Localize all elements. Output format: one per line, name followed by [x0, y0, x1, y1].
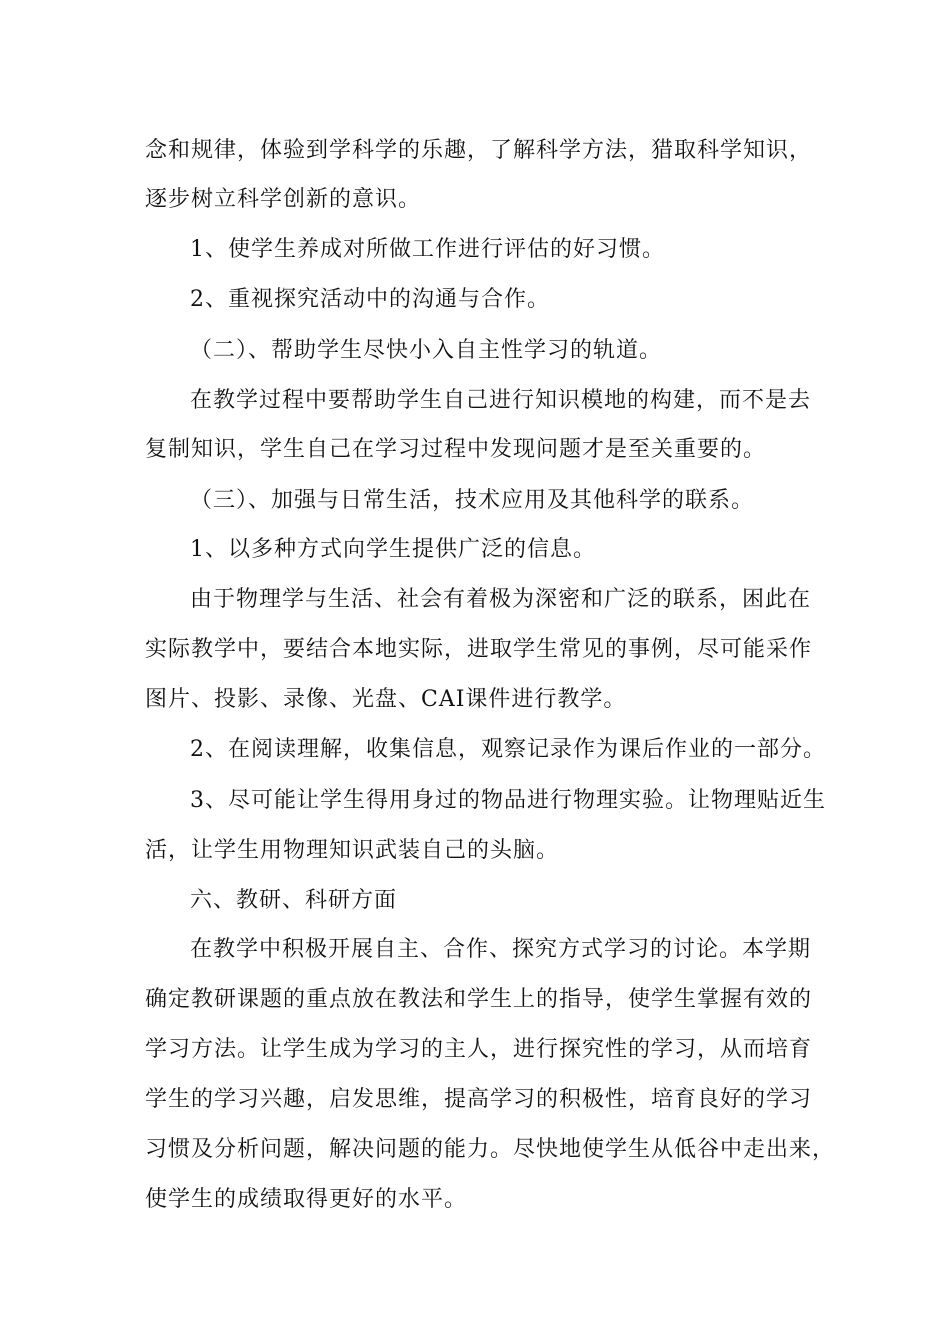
- text-line: 使学生的成绩取得更好的水平。: [145, 1187, 468, 1212]
- text-line: 活，让学生用物理知识武装自己的头脑。: [145, 838, 560, 863]
- text-line: 由于物理学与生活、社会有着极为深密和广泛的联系，困此在: [190, 587, 812, 612]
- text-line: 3、尽可能让学生得用身过的物品进行物理实验。让物理贴近生: [190, 788, 826, 813]
- text-line: 在教学中积极开展自主、合作、探究方式学习的讨论。本学期: [190, 937, 812, 962]
- text-line: 1、使学生养成对所做工作进行评估的好习惯。: [190, 237, 665, 262]
- text-line: 实际教学中，要结合本地实际，进取学生常见的事例，尽可能采作: [145, 637, 813, 662]
- section-heading: 六、教研、科研方面: [190, 888, 398, 913]
- text-line: 学生的学习兴趣，启发思维，提高学习的积极性，培育良好的学习: [145, 1087, 813, 1112]
- section-heading: （三）、加强与日常生活，技术应用及其他科学的联系。: [190, 488, 755, 513]
- text-line: 习惯及分析问题，解决问题的能力。尽快地使学生从低谷中走出来，: [145, 1137, 836, 1162]
- text-line: 逐步树立科学创新的意识。: [145, 187, 422, 212]
- text-line: 学习方法。让学生成为学习的主人，进行探究性的学习，从而培育: [145, 1037, 813, 1062]
- text-line: 1、以多种方式向学生提供广泛的信息。: [190, 537, 596, 562]
- text-line: 2、重视探究活动中的沟通与合作。: [190, 287, 550, 312]
- text-line: 念和规律，体验到学科学的乐趣，了解科学方法，猎取科学知识，: [145, 138, 813, 163]
- text-line: 2、在阅读理解，收集信息，观察记录作为课后作业的一部分。: [190, 737, 826, 762]
- text-line: 图片、投影、录像、光盘、CAI课件进行教学。: [145, 687, 627, 712]
- text-line: 在教学过程中要帮助学生自己进行知识模地的构建，而不是去: [190, 388, 812, 413]
- text-line: 确定教研课题的重点放在教法和学生上的指导，使学生掌握有效的: [145, 987, 813, 1012]
- text-line: 复制知识，学生自己在学习过程中发现问题才是至关重要的。: [145, 437, 767, 462]
- section-heading: （二）、帮助学生尽快小入自主性学习的轨道。: [190, 338, 663, 363]
